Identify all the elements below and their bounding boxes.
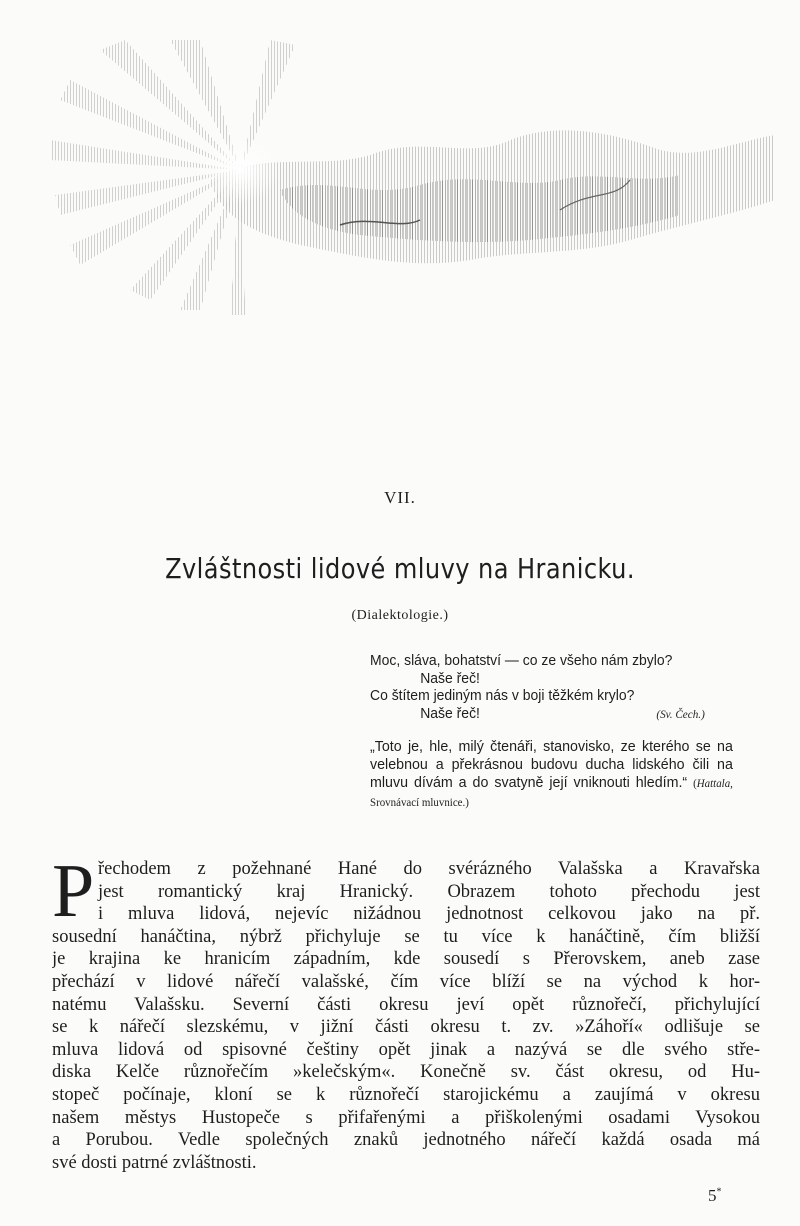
epigraph-quote: [370, 738, 733, 813]
poem-line-text: Naše řeč!: [420, 704, 480, 722]
poem-line: Moc, sláva, bohatství — co ze všeho nám zbylo?: [370, 652, 673, 669]
text-line: stopeč počínaje, kloní se k různořečí starojickému a zaujímá v okresu: [52, 1084, 760, 1105]
quote-source-open: (: [693, 777, 697, 790]
page-number-value: 5: [708, 1186, 717, 1205]
quote-source-work: Srovnávací mluvnice.): [370, 797, 469, 810]
text-line: diska Kelče různořečím »kelečským«. Konečně sv. část okresu, od Hu-: [52, 1062, 760, 1083]
chapter-subtitle: (Dialektologie.): [351, 608, 449, 623]
text-line: je krajina ke hranicím západním, kde sousedí s Přerovskem, aneb zase: [52, 949, 760, 970]
text-line: se k nářečí slezskému, v jižní části okresu t. zv. »Záhoří« odlišuje se: [52, 1017, 760, 1038]
text-line: řechodem z požehnané Hané do svérázného Valašska a Kravařska: [98, 859, 760, 879]
drop-cap: P: [52, 849, 95, 933]
text-line: natému Valašsku. Severní části okresu jeví opět různořečí, přichylující: [52, 994, 760, 1015]
text-line: i mluva lidová, nejevíc nižádnou jednotnost celkovou jako na př.: [98, 904, 760, 925]
poem-line: [370, 705, 733, 723]
text-line: mluva lidová od spisovné češtiny opět jinak a nazývá se dle svého stře-: [52, 1039, 760, 1060]
poem-line: Co štítem jediným nás v boji těžkém krylo?: [370, 687, 635, 704]
poem-attribution: (Sv. Čech.): [656, 706, 705, 721]
poem-line: Naše řeč!: [420, 669, 480, 687]
text-line: našem městys Hustopeče s přifařenými a přiškolenými osadami Vysokou: [52, 1107, 760, 1128]
chapter-number: VII.: [384, 488, 416, 507]
body-paragraph: [52, 849, 760, 1174]
quote-source-author: Hattala,: [696, 777, 733, 790]
chapter-title: Zvláštnosti lidové mluvy na Hranicku.: [165, 552, 635, 585]
text-line: a Porubou. Vedle společných znaků jednotného nářečí každá osada má: [52, 1130, 760, 1151]
clouds: [200, 130, 775, 263]
text-line: své dosti patrné zvláštnosti.: [52, 1152, 257, 1173]
sunrise-vignette-illustration: [40, 40, 780, 330]
epigraph-poem: [370, 652, 733, 722]
page-number-mark: *: [716, 1186, 722, 1198]
page-number: [708, 1186, 722, 1206]
text-line: sousední hanáčtina, nýbrž přichyluje se tu více k hanáčtině, čím bližší: [52, 926, 760, 947]
text-line: jest romantický kraj Hranický. Obrazem tohoto přechodu jest: [98, 881, 760, 902]
quote-text: „Toto je, hle, milý čtenáři, stanovisko, ze kterého se na velebnou a překrásnou budovu ducha lidského čili na mluvu dívám a do svatyně její vniknouti hledím.“: [370, 738, 733, 791]
text-line: přechází v lidové nářečí valašské, čím více blíží se na východ k hor-: [52, 971, 760, 992]
